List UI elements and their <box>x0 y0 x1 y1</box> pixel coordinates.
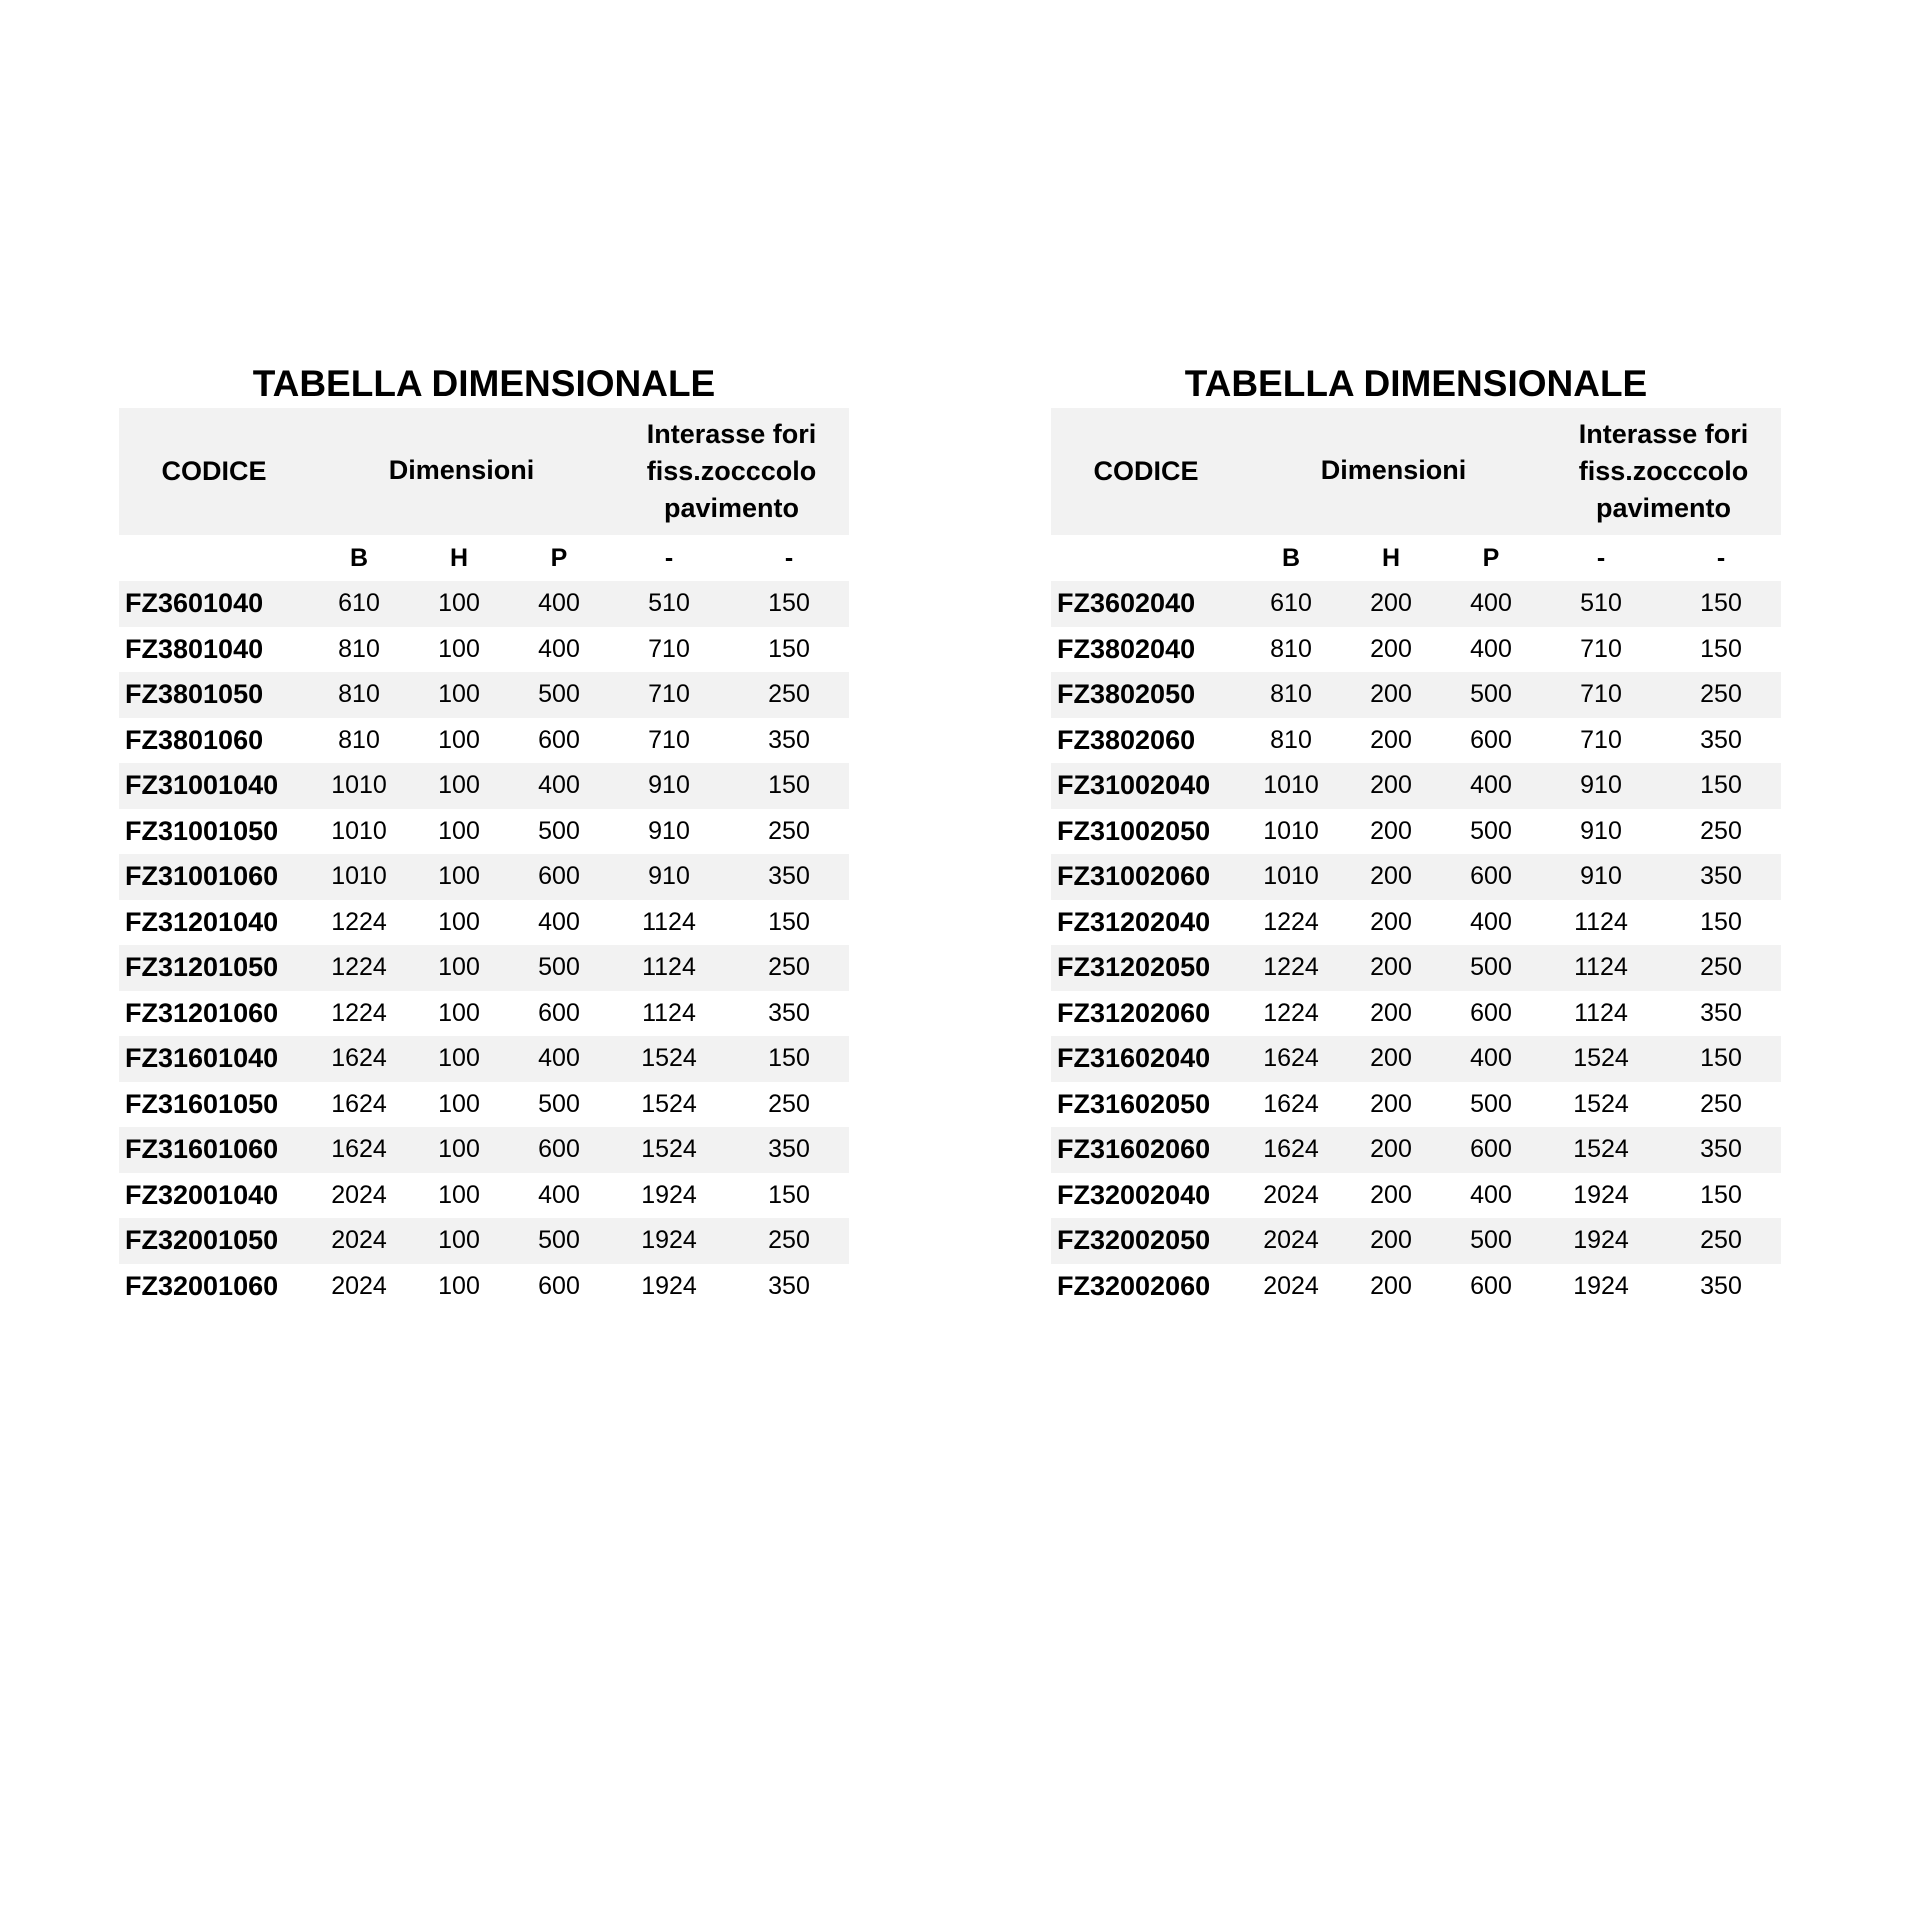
h-cell: 100 <box>438 998 480 1027</box>
p-cell: 400 <box>538 634 580 663</box>
h-cell: 200 <box>1370 1089 1412 1118</box>
p-cell: 500 <box>538 1089 580 1118</box>
h-cell: 200 <box>1370 1180 1412 1209</box>
interasse-cell-1: 910 <box>1580 862 1622 890</box>
p-cell: 600 <box>538 862 580 890</box>
interasse-cell-1: 1924 <box>1573 1226 1629 1254</box>
interasse-cell-1: 510 <box>1580 589 1622 617</box>
table-row <box>119 1218 849 1264</box>
table-row <box>1051 1173 1781 1219</box>
subheader-dash-2: - <box>784 544 794 572</box>
codice-cell: FZ31202050 <box>1057 952 1211 982</box>
p-cell: 600 <box>538 725 580 754</box>
h-cell: 200 <box>1370 816 1412 845</box>
interasse-cell-1: 1524 <box>641 1135 697 1163</box>
interasse-cell-2: 350 <box>1700 1271 1742 1300</box>
b-cell: 610 <box>338 589 380 617</box>
b-cell: 810 <box>1270 634 1312 663</box>
b-cell: 1224 <box>331 998 387 1027</box>
b-cell: 2024 <box>331 1180 387 1209</box>
codice-cell: FZ31201040 <box>125 906 279 937</box>
interasse-cell-1: 910 <box>1580 816 1622 845</box>
table-row <box>119 945 849 991</box>
b-cell: 2024 <box>1263 1180 1319 1209</box>
table-row <box>119 1173 849 1219</box>
interasse-cell-2: 150 <box>1700 1044 1742 1072</box>
interasse-cell-2: 250 <box>1700 816 1742 845</box>
table-row <box>1051 1036 1781 1082</box>
table-row <box>119 900 849 946</box>
table-row <box>1051 809 1781 855</box>
p-cell: 400 <box>1470 589 1512 617</box>
p-cell: 400 <box>1470 771 1512 799</box>
b-cell: 1624 <box>1263 1135 1319 1163</box>
interasse-cell-1: 710 <box>1580 634 1622 663</box>
codice-cell: FZ31202040 <box>1057 906 1211 937</box>
interasse-cell-1: 710 <box>648 680 690 708</box>
table-row <box>1051 763 1781 809</box>
interasse-cell-1: 1924 <box>1573 1180 1629 1209</box>
p-cell: 500 <box>538 816 580 845</box>
header-dimensioni: Dimensioni <box>1320 455 1467 485</box>
table-row <box>1051 900 1781 946</box>
p-cell: 600 <box>538 1135 580 1163</box>
table-row <box>119 763 849 809</box>
dimension-table-right <box>1051 360 1781 1309</box>
interasse-cell-1: 710 <box>1580 680 1622 708</box>
table-row <box>1051 854 1781 900</box>
interasse-cell-1: 1924 <box>1573 1271 1629 1300</box>
interasse-cell-2: 250 <box>768 816 810 845</box>
codice-cell: FZ31202060 <box>1057 997 1211 1028</box>
b-cell: 1010 <box>1263 771 1319 799</box>
p-cell: 400 <box>1470 1044 1512 1072</box>
interasse-cell-2: 150 <box>1700 589 1742 617</box>
h-cell: 200 <box>1370 1135 1412 1163</box>
interasse-cell-2: 150 <box>1700 907 1742 936</box>
table-row <box>119 1036 849 1082</box>
h-cell: 200 <box>1370 634 1412 663</box>
interasse-cell-2: 350 <box>768 1135 810 1163</box>
h-cell: 100 <box>438 1089 480 1118</box>
h-cell: 100 <box>438 1044 480 1072</box>
table-subheader <box>119 535 849 581</box>
interasse-cell-2: 150 <box>768 1044 810 1072</box>
codice-cell: FZ32002040 <box>1057 1179 1211 1210</box>
b-cell: 1224 <box>1263 998 1319 1027</box>
b-cell: 1224 <box>331 953 387 981</box>
p-cell: 600 <box>1470 998 1512 1027</box>
h-cell: 100 <box>438 1226 480 1254</box>
interasse-cell-2: 250 <box>768 1089 810 1118</box>
subheader-b: B <box>1281 544 1301 572</box>
interasse-cell-2: 150 <box>768 771 810 799</box>
interasse-cell-2: 150 <box>768 634 810 663</box>
h-cell: 200 <box>1370 862 1412 890</box>
interasse-cell-2: 350 <box>768 725 810 754</box>
interasse-cell-1: 1924 <box>641 1226 697 1254</box>
table-row <box>1051 672 1781 718</box>
codice-cell: FZ31201050 <box>125 952 279 982</box>
table-row <box>1051 1218 1781 1264</box>
h-cell: 100 <box>438 862 480 890</box>
interasse-cell-1: 710 <box>648 725 690 754</box>
subheader-p: P <box>550 544 568 572</box>
b-cell: 610 <box>1270 589 1312 617</box>
h-cell: 100 <box>438 1135 480 1163</box>
table-row <box>119 672 849 718</box>
interasse-cell-1: 1124 <box>642 907 696 936</box>
b-cell: 1010 <box>1263 862 1319 890</box>
table-row <box>1051 1127 1781 1173</box>
interasse-cell-1: 910 <box>1580 771 1622 799</box>
table-row <box>1051 581 1781 627</box>
interasse-cell-2: 350 <box>768 998 810 1027</box>
table-title: TABELLA DIMENSIONALE <box>1184 363 1648 404</box>
interasse-cell-2: 150 <box>1700 1180 1742 1209</box>
table-row <box>119 1082 849 1128</box>
interasse-cell-2: 350 <box>768 862 810 890</box>
h-cell: 100 <box>438 1180 480 1209</box>
table-row <box>119 991 849 1037</box>
p-cell: 400 <box>1470 1180 1512 1209</box>
codice-cell: FZ31602050 <box>1057 1088 1211 1119</box>
h-cell: 200 <box>1370 1226 1412 1254</box>
interasse-cell-1: 710 <box>1580 725 1622 754</box>
interasse-cell-1: 1524 <box>641 1044 697 1072</box>
codice-cell: FZ3601040 <box>125 588 264 618</box>
header-codice: CODICE <box>161 456 267 486</box>
interasse-cell-1: 710 <box>648 634 690 663</box>
table-row <box>119 581 849 627</box>
h-cell: 100 <box>438 771 480 799</box>
b-cell: 2024 <box>331 1271 387 1300</box>
h-cell: 100 <box>438 953 480 981</box>
p-cell: 600 <box>538 998 580 1027</box>
codice-cell: FZ3802050 <box>1057 679 1196 709</box>
interasse-cell-1: 1124 <box>1574 953 1628 981</box>
h-cell: 200 <box>1370 998 1412 1027</box>
header-codice: CODICE <box>1093 456 1199 486</box>
table-row <box>1051 945 1781 991</box>
codice-cell: FZ31602060 <box>1057 1134 1211 1164</box>
b-cell: 1010 <box>1263 816 1319 845</box>
b-cell: 2024 <box>331 1226 387 1254</box>
table-body <box>119 581 849 1309</box>
p-cell: 400 <box>538 907 580 936</box>
h-cell: 100 <box>438 634 480 663</box>
table-row <box>1051 627 1781 673</box>
b-cell: 1624 <box>1263 1089 1319 1118</box>
table-header <box>119 408 849 535</box>
dimension-table-left <box>119 360 849 1309</box>
codice-cell: FZ3801050 <box>125 679 264 709</box>
codice-cell: FZ3801040 <box>125 633 264 664</box>
p-cell: 500 <box>538 953 580 981</box>
codice-cell: FZ32002060 <box>1057 1270 1211 1301</box>
b-cell: 1224 <box>1263 953 1319 981</box>
p-cell: 400 <box>1470 907 1512 936</box>
subheader-p: P <box>1482 544 1500 572</box>
subheader-h: H <box>1381 544 1401 572</box>
codice-cell: FZ3802040 <box>1057 633 1196 664</box>
subheader-h: H <box>449 544 469 572</box>
subheader-dash-1: - <box>1596 544 1606 572</box>
b-cell: 1624 <box>331 1044 387 1072</box>
interasse-cell-1: 910 <box>648 862 690 890</box>
interasse-cell-2: 250 <box>768 953 810 981</box>
h-cell: 100 <box>438 725 480 754</box>
subheader-dash-2: - <box>1716 544 1726 572</box>
p-cell: 400 <box>538 771 580 799</box>
interasse-cell-2: 150 <box>768 1180 810 1209</box>
p-cell: 500 <box>1470 953 1512 981</box>
codice-cell: FZ32001050 <box>125 1225 279 1255</box>
table-header <box>1051 408 1781 535</box>
p-cell: 500 <box>538 1226 580 1254</box>
table-body <box>1051 581 1781 1309</box>
h-cell: 100 <box>438 589 480 617</box>
interasse-cell-2: 350 <box>1700 725 1742 754</box>
interasse-cell-2: 250 <box>1700 953 1742 981</box>
h-cell: 100 <box>438 1271 480 1300</box>
b-cell: 1010 <box>331 862 387 890</box>
b-cell: 810 <box>1270 680 1312 708</box>
p-cell: 500 <box>1470 1089 1512 1118</box>
interasse-cell-1: 1524 <box>1573 1135 1629 1163</box>
table-row <box>1051 1264 1781 1310</box>
header-interasse: Interasse fori fiss.zocccolo pavimento <box>1578 419 1749 523</box>
subheader-b: B <box>349 544 369 572</box>
b-cell: 1624 <box>331 1135 387 1163</box>
codice-cell: FZ31002060 <box>1057 861 1211 891</box>
p-cell: 400 <box>538 1044 580 1072</box>
h-cell: 100 <box>438 907 480 936</box>
h-cell: 200 <box>1370 1044 1412 1072</box>
codice-cell: FZ32002050 <box>1057 1225 1211 1255</box>
table-row <box>1051 718 1781 764</box>
p-cell: 600 <box>1470 725 1512 754</box>
codice-cell: FZ31001060 <box>125 861 279 891</box>
interasse-cell-1: 1124 <box>1574 998 1628 1027</box>
codice-cell: FZ32001060 <box>125 1270 279 1301</box>
b-cell: 1224 <box>1263 907 1319 936</box>
table-row <box>119 718 849 764</box>
codice-cell: FZ31602040 <box>1057 1043 1211 1073</box>
h-cell: 200 <box>1370 953 1412 981</box>
p-cell: 500 <box>1470 680 1512 708</box>
table-row <box>119 627 849 673</box>
p-cell: 600 <box>1470 1135 1512 1163</box>
interasse-cell-2: 250 <box>1700 1226 1742 1254</box>
interasse-cell-2: 350 <box>1700 998 1742 1027</box>
codice-cell: FZ31001040 <box>125 770 279 800</box>
interasse-cell-2: 350 <box>768 1271 810 1300</box>
interasse-cell-1: 1924 <box>641 1180 697 1209</box>
interasse-cell-1: 1524 <box>641 1089 697 1118</box>
p-cell: 600 <box>538 1271 580 1300</box>
codice-cell: FZ31001050 <box>125 815 279 846</box>
table-row <box>119 809 849 855</box>
h-cell: 200 <box>1370 589 1412 617</box>
p-cell: 400 <box>538 1180 580 1209</box>
h-cell: 200 <box>1370 680 1412 708</box>
h-cell: 100 <box>438 816 480 845</box>
interasse-cell-2: 250 <box>768 680 810 708</box>
interasse-cell-2: 250 <box>1700 680 1742 708</box>
table-row <box>1051 1082 1781 1128</box>
interasse-cell-1: 1924 <box>641 1271 697 1300</box>
interasse-cell-2: 250 <box>1700 1089 1742 1118</box>
interasse-cell-1: 910 <box>648 771 690 799</box>
b-cell: 810 <box>338 725 380 754</box>
interasse-cell-2: 150 <box>1700 771 1742 799</box>
interasse-cell-1: 1124 <box>642 998 696 1027</box>
b-cell: 810 <box>338 680 380 708</box>
b-cell: 810 <box>338 634 380 663</box>
interasse-cell-1: 510 <box>648 589 690 617</box>
interasse-cell-1: 1124 <box>1574 907 1628 936</box>
codice-cell: FZ31002040 <box>1057 770 1211 800</box>
h-cell: 100 <box>438 680 480 708</box>
interasse-cell-1: 1524 <box>1573 1089 1629 1118</box>
codice-cell: FZ31601050 <box>125 1088 279 1119</box>
p-cell: 500 <box>1470 816 1512 845</box>
subheader-dash-1: - <box>664 544 674 572</box>
codice-cell: FZ31002050 <box>1057 815 1211 846</box>
p-cell: 600 <box>1470 862 1512 890</box>
p-cell: 500 <box>1470 1226 1512 1254</box>
table-row <box>119 854 849 900</box>
table-row <box>119 1127 849 1173</box>
codice-cell: FZ31201060 <box>125 997 279 1028</box>
interasse-cell-2: 150 <box>1700 634 1742 663</box>
b-cell: 1624 <box>1263 1044 1319 1072</box>
h-cell: 200 <box>1370 1271 1412 1300</box>
header-interasse: Interasse fori fiss.zocccolo pavimento <box>646 419 817 523</box>
interasse-cell-2: 150 <box>768 589 810 617</box>
h-cell: 200 <box>1370 725 1412 754</box>
interasse-cell-1: 1124 <box>642 953 696 981</box>
table-subheader <box>1051 535 1781 581</box>
p-cell: 400 <box>1470 634 1512 663</box>
b-cell: 2024 <box>1263 1271 1319 1300</box>
table-row <box>1051 991 1781 1037</box>
table-title: TABELLA DIMENSIONALE <box>252 363 716 404</box>
interasse-cell-2: 350 <box>1700 862 1742 890</box>
h-cell: 200 <box>1370 907 1412 936</box>
interasse-cell-2: 150 <box>768 907 810 936</box>
table-row <box>119 1264 849 1310</box>
p-cell: 500 <box>538 680 580 708</box>
interasse-cell-1: 910 <box>648 816 690 845</box>
b-cell: 2024 <box>1263 1226 1319 1254</box>
b-cell: 1010 <box>331 816 387 845</box>
header-dimensioni: Dimensioni <box>388 455 535 485</box>
b-cell: 1624 <box>331 1089 387 1118</box>
b-cell: 810 <box>1270 725 1312 754</box>
codice-cell: FZ3602040 <box>1057 588 1196 618</box>
interasse-cell-1: 1524 <box>1573 1044 1629 1072</box>
codice-cell: FZ32001040 <box>125 1179 279 1210</box>
p-cell: 400 <box>538 589 580 617</box>
codice-cell: FZ3801060 <box>125 724 264 755</box>
p-cell: 600 <box>1470 1271 1512 1300</box>
codice-cell: FZ31601060 <box>125 1134 279 1164</box>
codice-cell: FZ31601040 <box>125 1043 279 1073</box>
codice-cell: FZ3802060 <box>1057 724 1196 755</box>
b-cell: 1010 <box>331 771 387 799</box>
b-cell: 1224 <box>331 907 387 936</box>
h-cell: 200 <box>1370 771 1412 799</box>
interasse-cell-2: 350 <box>1700 1135 1742 1163</box>
interasse-cell-2: 250 <box>768 1226 810 1254</box>
